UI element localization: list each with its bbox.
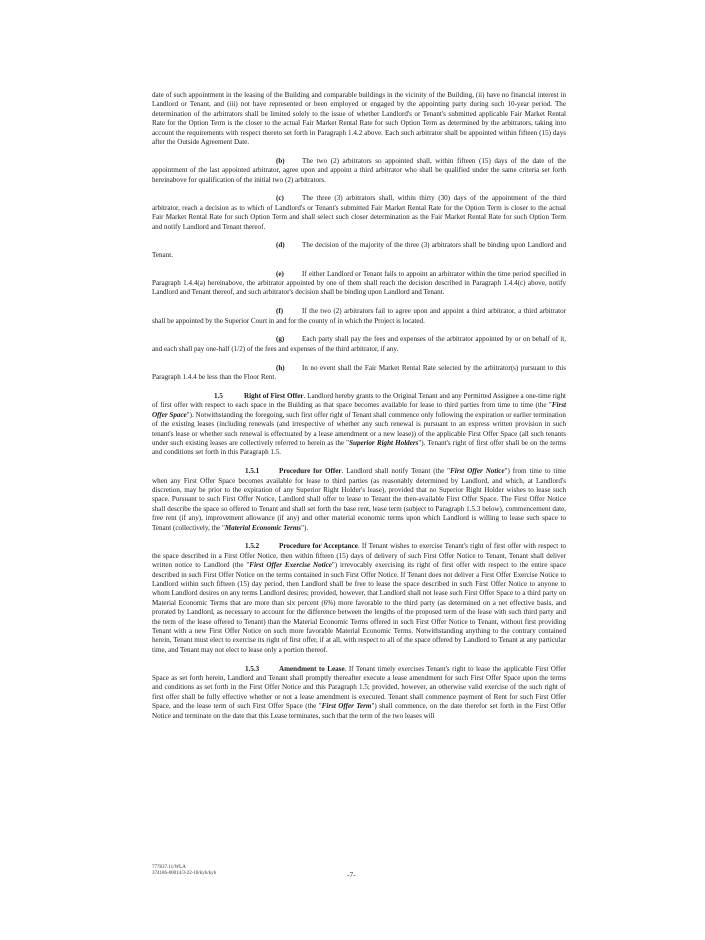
- item-label: (c): [276, 194, 284, 203]
- footer-document-id: [152, 865, 216, 877]
- section-number: 1.5: [214, 391, 223, 400]
- paragraph-h: [152, 364, 566, 383]
- defined-term: First Offer Term: [321, 702, 372, 711]
- item-label: (d): [276, 241, 285, 250]
- item-text: In no event shall the Fair Market Rental Rate selected by the arbitrator(s) pursuant to this Paragraph 1.4.4 be less than the Floor Rent.: [152, 363, 566, 382]
- section-text: ") shall commence, on the date therefor set forth in the First Offer Notice and terminate on the date that this Lease terminates, such that the term of the two leases will: [152, 702, 566, 720]
- section-text: ") irrevocably exercising its right of first offer with respect to the entire space described in such First Offer Notice on the terms contained in such First Offer Notice. If Tenant does not deliver a First Offer Exercise Notice to Landlord within such fifteen (15) day period, then Landlord shall be free to lease the space described in such First Offer Notice to anyone to whom Landlord desires on any terms Landlord desires; provided, however, that Landlord shall not lease such First Offer Space to a third party on Material Economic Terms that are more than six percent (6%) more favorable to the third party (as determined on a net effective basis, and prorated by Landlord, as necessary to account for the difference between the lengths of the proposed term of the lease with such third party and the term of the lease offered to Tenant) than the Material Economic Terms offered in such First Offer Notice to Tenant, without first providing Tenant with a new First Offer Notice on such more favorable Material Economic Terms. Notwithstanding anything to the contrary contained herein, Tenant must elect to exercise its right of first offer, if at all, with respect to all of the space offered by Landlord to Tenant at any particular time, and Tenant may not elect to lease only a portion thereof.: [152, 561, 566, 654]
- paragraph-f: [152, 307, 566, 326]
- paragraph-g: [152, 335, 566, 354]
- section-text: "). Tenant's right of first offer shall be on the terms and conditions set forth in this Paragraph 1.5.: [152, 438, 566, 457]
- item-label: (e): [276, 269, 284, 278]
- section-1-5: [152, 392, 566, 458]
- section-number: 1.5.2: [245, 542, 260, 551]
- section-text: . If Tenant wishes to exercise Tenant's right of first offer with respect to the space described in a First Offer Notice, then within fifteen (15) days of delivery of such First Offer Notice to Tenant, Tenant shall deliver written notice to Landlord (the ": [152, 542, 566, 570]
- item-text: The decision of the majority of the three (3) arbitrators shall be binding upon Landlord and Tenant.: [152, 241, 566, 259]
- item-label: (b): [276, 156, 285, 165]
- defined-term: First Offer Space: [152, 401, 566, 419]
- section-text: ") from time to time when any First Offer Space becomes available for lease to third parties (as reasonably determined by Landlord, and which, at Landlord's discretion, may be prior to the expiration of any Superior Right Holder's lease), provided that no Superior Right Holder wishes to lease such space. Pursuant to such First Offer Notice, Landlord shall offer to lease to Tenant the then-available First Offer Space. The First Offer Notice shall describe the space so offered to Tenant and shall set forth the base rent, lease term (subject to Paragraph 1.5.3 below), commencement date, free rent (if any), improvement allowance (if any) and other material economic terms upon which Landlord is willing to lease such space to Tenant (collectively, the ": [152, 467, 566, 532]
- item-text: If either Landlord or Tenant fails to appoint an arbitrator within the time period specified in Paragraph 1.4.4(a) hereinabove, the arbitrator appointed by one of them shall reach the decision described in Paragraph 1.4.4(c) above, notify Landlord and Tenant thereof, and such arbitrator's decision shall be binding upon Landlord and Tenant.: [152, 269, 566, 297]
- section-title: Procedure for Acceptance: [279, 542, 358, 551]
- item-text: Each party shall pay the fees and expenses of the arbitrator appointed by or on behalf of it, and each shall pay one-half (1/2) of the fees and expenses of the third arbitrator, if any.: [152, 335, 566, 353]
- paragraph-intro: date of such appointment in the leasing of the Building and comparable buildings in the vicinity of the Building, (ii) have no financial interest in Landlord or Tenant, and (iii) not have represented or been employed or engaged by the appointing party during such 10-year period. The determination of the arbitrators shall be limited solely to the issue of whether Landlord's or Tenant's submitted applicable Fair Market Rental Rate for the Option Term is the closer to the actual Fair Market Rental Rate for such Option Term as determined by the arbitrators, taking into account the requirements with respect thereto set forth in Paragraph 1.4.2 above. Each such arbitrator shall be appointed within fifteen (15) days after the Outside Agreement Date.: [152, 91, 566, 147]
- item-text: The three (3) arbitrators shall, within thirty (30) days of the appointment of the third arbitrator, reach a decision as to which of Landlord's or Tenant's submitted Fair Market Rental Rate for the Option Term is closer to the actual Fair Market Rental Rate for such Option Term and shall select such closer determination as the Fair Market Rental Rate for such Option Term and notify Landlord and Tenant thereof.: [152, 194, 566, 231]
- section-number: 1.5.3: [245, 664, 260, 673]
- section-title: Right of First Offer: [244, 391, 304, 400]
- section-1-5-1: [152, 467, 566, 533]
- section-text: ").: [301, 523, 309, 532]
- section-1-5-2: [152, 542, 566, 655]
- section-text: . If Tenant timely exercises Tenant's right to lease the applicable First Offer Space as set forth herein, Landlord and Tenant shall promptly thereafter execute a lease amendment for such First Offer Space upon the terms and conditions as set forth in the First Offer Notice and this Paragraph 1.5; provided, however, an otherwise valid exercise of the such right of first offer shall be fully effective whether or not a lease amendment is executed. Tenant shall commence payment of Rent for such First Offer Space, and the lease term of such First Offer Space (the ": [152, 664, 566, 711]
- defined-term: First Offer Exercise Notice: [249, 561, 332, 570]
- defined-term: Superior Right Holders: [349, 438, 419, 447]
- footer-id-line-1: 777837.11/WLA: [152, 865, 186, 870]
- section-1-5-3: [152, 665, 566, 721]
- section-text: "). Notwithstanding the foregoing, such first offer right of Tenant shall commence only following the expiration or earlier termination of the existing leases (including renewals (and irrespective of whether any such renewal is pursuant to an express written provision in such tenant's lease or whether such renewal is effectuated by a lease amendment or a new lease)) of the applicable First Offer Space (all such tenants under such existing leases are collectively referred to herein as the ": [152, 410, 566, 447]
- section-text: . Landlord shall notify Tenant (the ": [341, 467, 451, 476]
- item-label: (f): [276, 307, 284, 316]
- section-title: Amendment to Lease: [279, 664, 345, 673]
- section-title: Procedure for Offer: [279, 467, 342, 476]
- defined-term: First Offer Notice: [450, 467, 505, 476]
- footer-id-line-2: 374186-00014/3-22-18/kyh/kyh: [152, 871, 217, 876]
- defined-term: Material Economic Terms: [224, 523, 302, 532]
- item-text: The two (2) arbitrators so appointed shall, within fifteen (15) days of the date of the appointment of the last appointed arbitrator, agree upon and appoint a third arbitrator who shall be qualified under the same criteria set forth hereinabove for qualification of the initial two (2) arbitrators.: [152, 156, 566, 184]
- section-number: 1.5.1: [245, 467, 260, 476]
- page-number: -7-: [347, 870, 356, 879]
- paragraph-d: [152, 241, 566, 260]
- document-body: [152, 91, 566, 721]
- section-text: . Landlord hereby grants to the Original Tenant and any Permitted Assignee a one-time right of first offer with respect to each space in the Building as that space becomes available for lease to third parties from time to time (the ": [152, 391, 567, 410]
- paragraph-c: [152, 194, 566, 232]
- item-text: If the two (2) arbitrators fail to agree upon and appoint a third arbitrator, a third arbitrator shall be appointed by the Superior Court in and for the county of in which the Project is located.: [152, 307, 566, 325]
- paragraph-e: [152, 270, 566, 298]
- item-label: (h): [276, 363, 285, 372]
- paragraph-b: [152, 157, 566, 185]
- item-label: (g): [276, 335, 285, 344]
